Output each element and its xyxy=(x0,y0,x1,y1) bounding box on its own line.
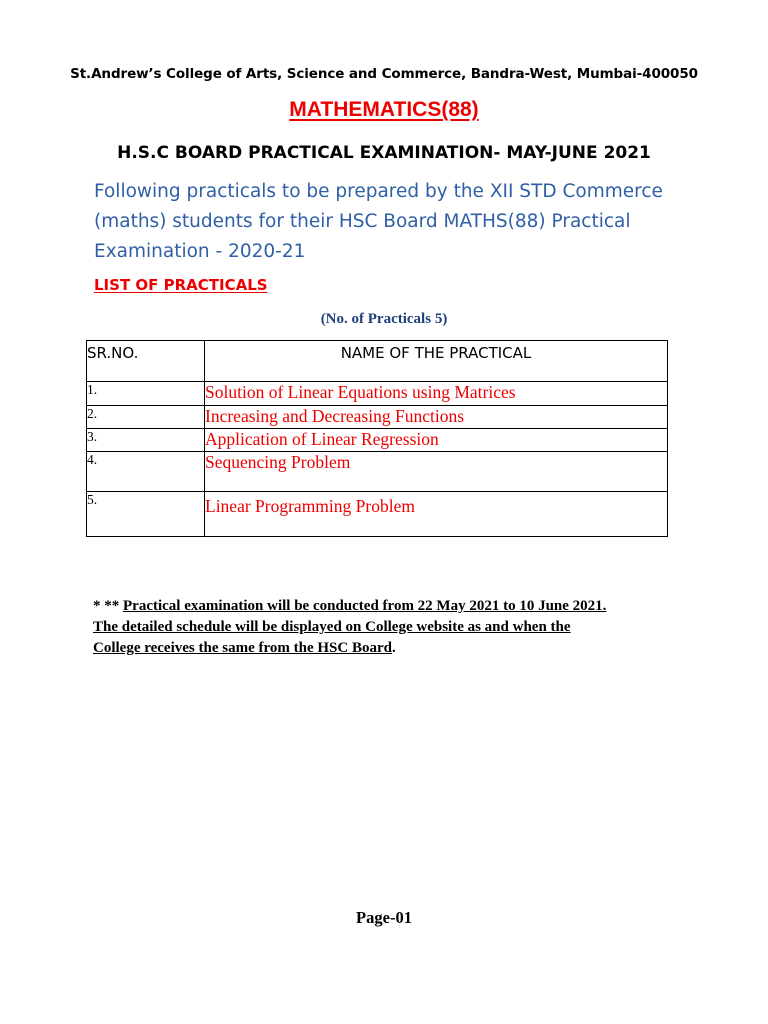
exam-notice xyxy=(93,596,733,659)
notice-prefix: * ** xyxy=(93,598,123,614)
college-header: St.Andrew’s College of Arts, Science and Commerce, Bandra-West, Mumbai-400050 xyxy=(70,66,698,82)
notice-line-1: Practical examination will be conducted from 22 May 2021 to 10 June 2021. xyxy=(123,598,607,614)
row-practical-name: Linear Programming Problem xyxy=(205,492,668,537)
notice-line-3: College receives the same from the HSC Board xyxy=(93,640,392,656)
page-number: Page-01 xyxy=(356,908,412,927)
row-sr-no: 3. xyxy=(87,429,205,452)
subject-title: MATHEMATICS(88) xyxy=(289,98,479,121)
notice-line-2: The detailed schedule will be displayed on College website as and when the xyxy=(93,619,571,635)
practicals-table xyxy=(86,340,668,537)
header-practical-name: NAME OF THE PRACTICAL xyxy=(205,341,668,382)
table-row xyxy=(87,492,668,537)
row-sr-no: 5. xyxy=(87,492,205,537)
list-heading: LIST OF PRACTICALS xyxy=(94,276,268,294)
notice-suffix: . xyxy=(391,640,396,656)
row-practical-name: Increasing and Decreasing Functions xyxy=(205,406,668,429)
table-row xyxy=(87,406,668,429)
row-practical-name: Sequencing Problem xyxy=(205,452,668,492)
exam-title: H.S.C BOARD PRACTICAL EXAMINATION- MAY-JUNE 2021 xyxy=(117,143,651,163)
table-row xyxy=(87,382,668,406)
table-header-row xyxy=(87,341,668,382)
practical-count-note: (No. of Practicals 5) xyxy=(320,311,448,327)
row-practical-name: Solution of Linear Equations using Matrices xyxy=(205,382,668,406)
row-sr-no: 2. xyxy=(87,406,205,429)
row-sr-no: 4. xyxy=(87,452,205,492)
row-sr-no: 1. xyxy=(87,382,205,406)
intro-paragraph: Following practicals to be prepared by the XII STD Commerce (maths) students for their HSC Board MATHS(88) Practical Examination - 2020-21 xyxy=(94,181,663,262)
table-row xyxy=(87,452,668,492)
header-sr-no: SR.NO. xyxy=(87,341,205,382)
table-row xyxy=(87,429,668,452)
row-practical-name: Application of Linear Regression xyxy=(205,429,668,452)
